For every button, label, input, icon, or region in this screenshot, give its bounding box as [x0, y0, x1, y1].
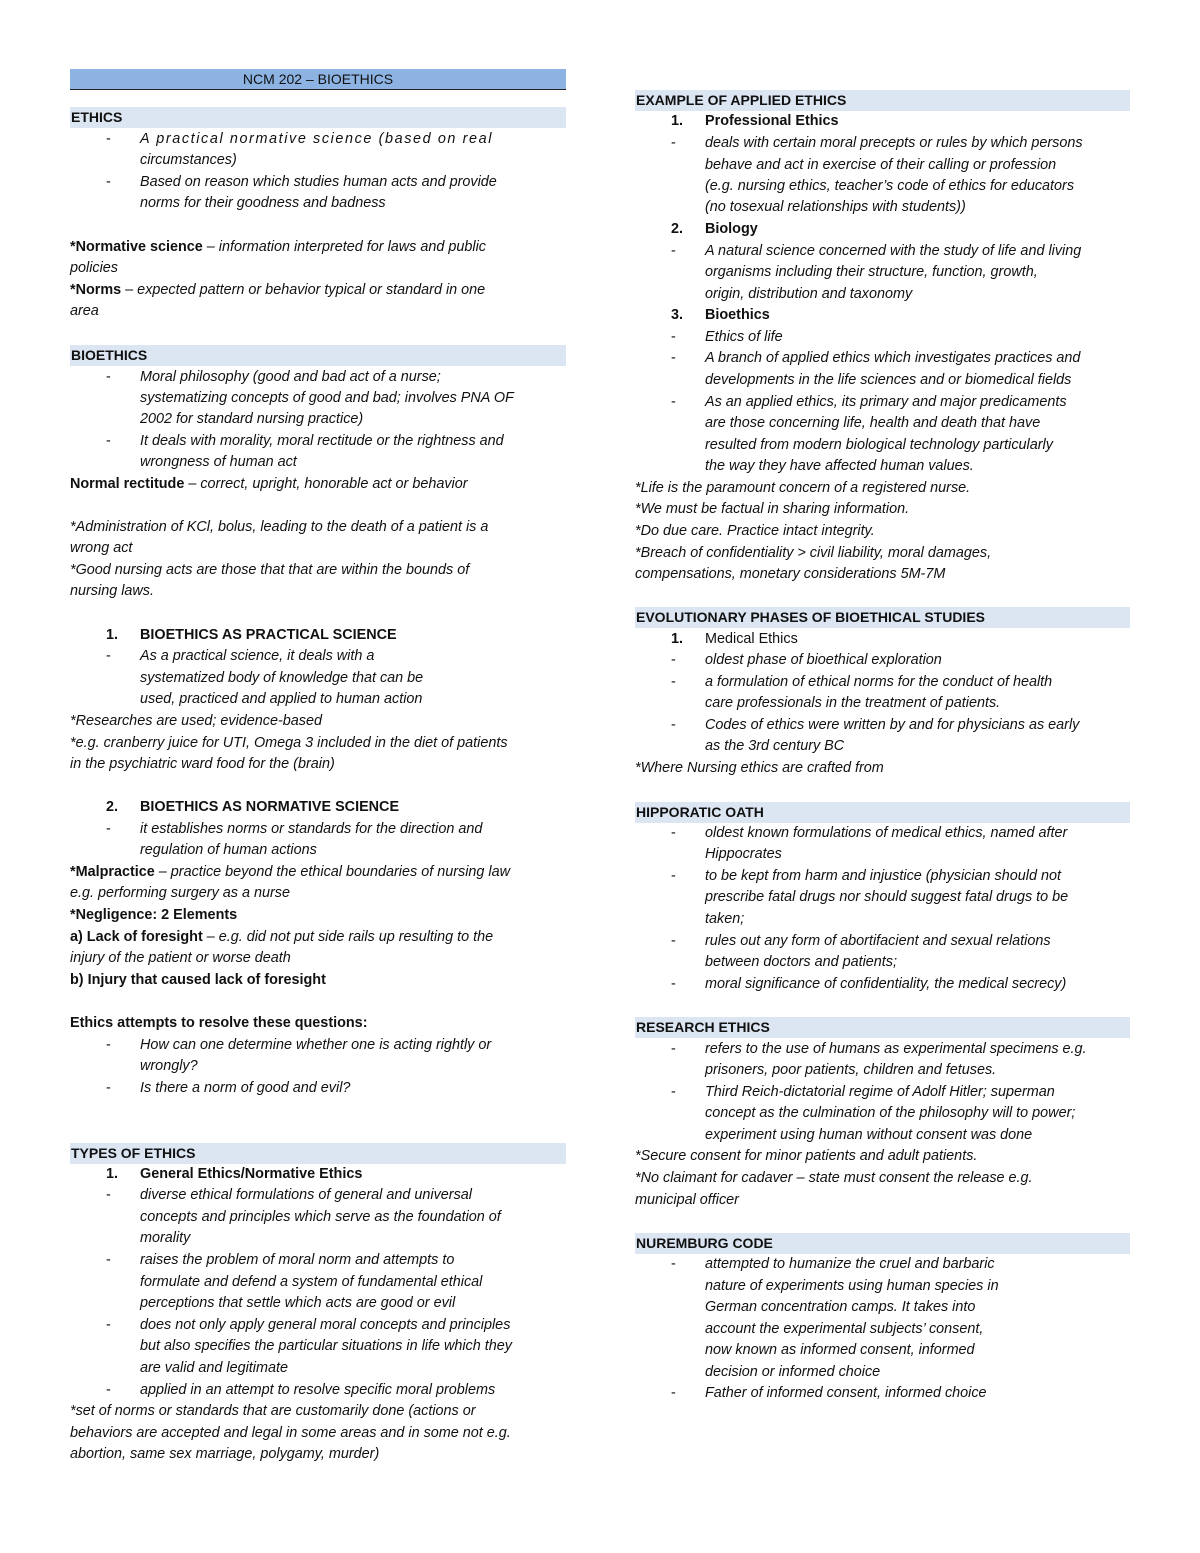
- note-text: *Life is the paramount concern of a registered nurse.: [635, 480, 971, 496]
- list-item-text: Father of informed consent, informed choice: [705, 1385, 987, 1401]
- list-item-text: Ethics of life: [705, 329, 783, 345]
- list-item-text: 2002 for standard nursing practice): [140, 411, 364, 427]
- subheading-text: Ethics attempts to resolve these questions:: [70, 1015, 368, 1031]
- item-number: 1.: [671, 113, 684, 129]
- list-item-text: does not only apply general moral concepts and principles: [140, 1317, 511, 1333]
- list-item-text: wrongness of human act: [140, 454, 297, 470]
- item-number: 2.: [671, 221, 684, 237]
- note-text: *Where Nursing ethics are crafted from: [635, 760, 884, 776]
- list-item-text: oldest phase of bioethical exploration: [705, 652, 942, 668]
- list-item-text: origin, distribution and taxonomy: [705, 286, 913, 302]
- numbered-heading-text: Medical Ethics: [705, 631, 798, 647]
- note-text: nursing laws.: [70, 583, 154, 599]
- note-text: *Do due care. Practice intact integrity.: [635, 523, 875, 539]
- list-item-text: Is there a norm of good and evil?: [140, 1080, 351, 1096]
- list-item-text: between doctors and patients;: [705, 954, 898, 970]
- list-item-text: organisms including their structure, function, growth,: [705, 264, 1038, 280]
- list-item-text: are those concerning life, health and death that have: [705, 415, 1041, 431]
- page-title: NCM 202 – BIOETHICS: [70, 69, 566, 90]
- list-item-text: moral significance of confidentiality, the medical secrecy): [705, 976, 1067, 992]
- numbered-heading-text: Bioethics: [705, 307, 770, 323]
- section-heading-ethics: ETHICS: [70, 107, 566, 128]
- term: *Malpractice: [70, 864, 155, 880]
- definition-text: – expected pattern or behavior typical or standard in one: [121, 282, 486, 298]
- list-item-text: rules out any form of abortifacient and sexual relations: [705, 933, 1051, 949]
- list-item-text: circumstances): [140, 152, 237, 168]
- definition-text: injury of the patient or worse death: [70, 950, 291, 966]
- list-item-text: as the 3rd century BC: [705, 738, 845, 754]
- note-text: *Secure consent for minor patients and adult patients.: [635, 1148, 978, 1164]
- list-item-text: Hippocrates: [705, 846, 782, 862]
- note-text: abortion, same sex marriage, polygamy, murder): [70, 1446, 380, 1462]
- list-item-text: experiment using human without consent was done: [705, 1127, 1033, 1143]
- list-item-text: oldest known formulations of medical ethics, named after: [705, 825, 1068, 841]
- list-item-text: to be kept from harm and injustice (physician should not: [705, 868, 1061, 884]
- list-item-text: applied in an attempt to resolve specific moral problems: [140, 1382, 496, 1398]
- note-text: *set of norms or standards that are customarily done (actions or: [70, 1403, 476, 1419]
- list-item-text: It deals with morality, moral rectitude or the rightness and: [140, 433, 504, 449]
- list-item-text: resulted from modern biological technology particularly: [705, 437, 1053, 453]
- list-item-text: now known as informed consent, informed: [705, 1342, 975, 1358]
- definition-text: – correct, upright, honorable act or behavior: [184, 476, 468, 492]
- note-text: behaviors are accepted and legal in some areas and in some not e.g.: [70, 1425, 511, 1441]
- list-item-text: wrongly?: [140, 1058, 198, 1074]
- list-item-text: attempted to humanize the cruel and barbaric: [705, 1256, 995, 1272]
- definition-text: e.g. performing surgery as a nurse: [70, 885, 290, 901]
- term: *Negligence: 2 Elements: [70, 907, 238, 923]
- note-text: in the psychiatric ward food for the (brain): [70, 756, 335, 772]
- list-item-text: a formulation of ethical norms for the conduct of health: [705, 674, 1053, 690]
- list-item-text: A practical normative science (based on real: [140, 131, 494, 147]
- list-item-text: are valid and legitimate: [140, 1360, 288, 1376]
- numbered-heading-text: BIOETHICS AS NORMATIVE SCIENCE: [140, 799, 400, 815]
- note-text: compensations, monetary considerations 5M-7M: [635, 566, 946, 582]
- list-item-text: German concentration camps. It takes into: [705, 1299, 976, 1315]
- list-item-text: A branch of applied ethics which investigates practices and: [705, 350, 1081, 366]
- numbered-heading-text: Biology: [705, 221, 758, 237]
- note-text: *Good nursing acts are those that that are within the bounds of: [70, 562, 470, 578]
- term: a) Lack of foresight: [70, 929, 203, 945]
- list-item-text: care professionals in the treatment of patients.: [705, 695, 1001, 711]
- list-item-text: A natural science concerned with the study of life and living: [705, 243, 1082, 259]
- list-item-text: How can one determine whether one is acting rightly or: [140, 1037, 492, 1053]
- section-heading-bioethics: BIOETHICS: [70, 345, 566, 366]
- list-item-text: Codes of ethics were written by and for physicians as early: [705, 717, 1080, 733]
- list-item-text: Third Reich-dictatorial regime of Adolf Hitler; superman: [705, 1084, 1055, 1100]
- item-number: 1.: [671, 631, 684, 647]
- section-heading-research: RESEARCH ETHICS: [635, 1017, 1130, 1038]
- list-item-text: (e.g. nursing ethics, teacher’s code of ethics for educators: [705, 178, 1075, 194]
- list-item-text: nature of experiments using human species in: [705, 1278, 999, 1294]
- list-item-text: prescribe fatal drugs nor should suggest fatal drugs to be: [705, 889, 1069, 905]
- list-item-text: used, practiced and applied to human action: [140, 691, 423, 707]
- list-item-text: decision or informed choice: [705, 1364, 881, 1380]
- definition-text: – e.g. did not put side rails up resulting to the: [202, 929, 494, 945]
- section-heading-applied: EXAMPLE OF APPLIED ETHICS: [635, 90, 1130, 111]
- list-item-text: prisoners, poor patients, children and fetuses.: [705, 1062, 997, 1078]
- list-item-text: As a practical science, it deals with a: [140, 648, 375, 664]
- list-item-text: it establishes norms or standards for the direction and: [140, 821, 483, 837]
- item-number: 3.: [671, 307, 684, 323]
- note-text: *Researches are used; evidence-based: [70, 713, 322, 729]
- list-item-text: concepts and principles which serve as the foundation of: [140, 1209, 501, 1225]
- note-text: *e.g. cranberry juice for UTI, Omega 3 included in the diet of patients: [70, 735, 508, 751]
- list-item-text: behave and act in exercise of their calling or profession: [705, 157, 1057, 173]
- list-item-text: but also specifies the particular situations in life which they: [140, 1338, 512, 1354]
- list-item-text: Moral philosophy (good and bad act of a nurse;: [140, 369, 441, 385]
- section-heading-types: TYPES OF ETHICS: [70, 1143, 566, 1164]
- list-item-text: systematized body of knowledge that can be: [140, 670, 424, 686]
- list-item-text: deals with certain moral precepts or rules by which persons: [705, 135, 1083, 151]
- item-number: 1.: [106, 1166, 119, 1182]
- section-heading-hipporatic: HIPPORATIC OATH: [635, 802, 1130, 823]
- list-item-text: account the experimental subjects’ consent,: [705, 1321, 984, 1337]
- note-text: *No claimant for cadaver – state must consent the release e.g.: [635, 1170, 1033, 1186]
- term: *Norms: [70, 282, 122, 298]
- term: b) Injury that caused lack of foresight: [70, 972, 326, 988]
- list-item-text: norms for their goodness and badness: [140, 195, 386, 211]
- list-item-text: (no tosexual relationships with students)): [705, 199, 966, 215]
- term: Normal rectitude: [70, 476, 185, 492]
- note-text: wrong act: [70, 540, 133, 556]
- note-text: *Administration of KCl, bolus, leading to the death of a patient is a: [70, 519, 489, 535]
- item-number: 1.: [106, 627, 119, 643]
- definition-text: – information interpreted for laws and public: [202, 239, 486, 255]
- list-item-text: developments in the life sciences and or biomedical fields: [705, 372, 1072, 388]
- note-text: municipal officer: [635, 1192, 739, 1208]
- list-item-text: the way they have affected human values.: [705, 458, 974, 474]
- list-item-text: formulate and defend a system of fundamental ethical: [140, 1274, 483, 1290]
- list-item-text: raises the problem of moral norm and attempts to: [140, 1252, 455, 1268]
- definition-text: policies: [70, 260, 118, 276]
- note-text: *We must be factual in sharing information.: [635, 501, 910, 517]
- list-item-text: diverse ethical formulations of general and universal: [140, 1187, 472, 1203]
- list-item-text: perceptions that settle which acts are good or evil: [140, 1295, 456, 1311]
- list-item-text: refers to the use of humans as experimental specimens e.g.: [705, 1041, 1087, 1057]
- list-item-text: regulation of human actions: [140, 842, 317, 858]
- list-item-text: taken;: [705, 911, 745, 927]
- list-item-text: morality: [140, 1230, 191, 1246]
- definition-text: – practice beyond the ethical boundaries of nursing law: [154, 864, 510, 880]
- term: *Normative science: [70, 239, 203, 255]
- item-number: 2.: [106, 799, 119, 815]
- numbered-heading-text: Professional Ethics: [705, 113, 839, 129]
- numbered-heading-text: BIOETHICS AS PRACTICAL SCIENCE: [140, 627, 397, 643]
- definition-text: area: [70, 303, 99, 319]
- list-item-text: As an applied ethics, its primary and major predicaments: [705, 394, 1067, 410]
- list-item-text: systematizing concepts of good and bad; involves PNA OF: [140, 390, 514, 406]
- numbered-heading-text: General Ethics/Normative Ethics: [140, 1166, 363, 1182]
- list-item-text: Based on reason which studies human acts and provide: [140, 174, 497, 190]
- section-heading-evolutionary: EVOLUTIONARY PHASES OF BIOETHICAL STUDIES: [635, 607, 1130, 628]
- section-heading-nuremburg: NUREMBURG CODE: [635, 1233, 1130, 1254]
- note-text: *Breach of confidentiality > civil liability, moral damages,: [635, 545, 992, 561]
- list-item-text: concept as the culmination of the philosophy will to power;: [705, 1105, 1076, 1121]
